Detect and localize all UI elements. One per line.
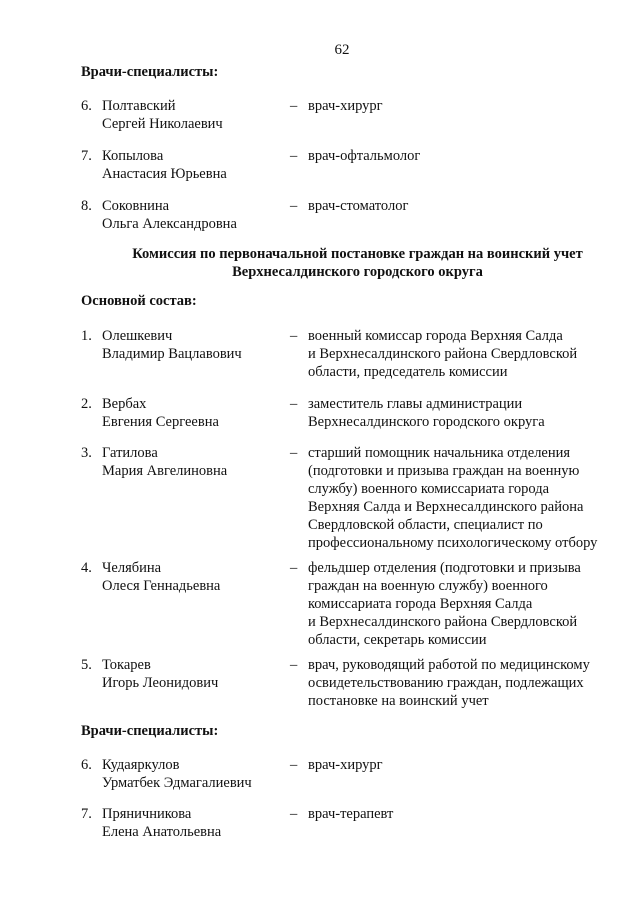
page-number: 62 bbox=[334, 42, 350, 58]
person-name: Вербах Евгения Сергеевна bbox=[102, 396, 219, 430]
item-number: 6. bbox=[81, 757, 92, 773]
dash: – bbox=[290, 806, 298, 822]
item-number: 6. bbox=[81, 98, 92, 114]
item-number: 1. bbox=[81, 328, 92, 344]
dash: – bbox=[290, 396, 298, 412]
item-number: 4. bbox=[81, 560, 92, 576]
person-name: Пряничникова Елена Анатольевна bbox=[102, 806, 222, 840]
person-role: военный комиссар города Верхняя Салда и Верхнесалдинского района Свердловской области, председатель комиссии bbox=[308, 328, 578, 380]
item-number: 8. bbox=[81, 198, 92, 214]
item-number: 5. bbox=[81, 657, 92, 673]
dash: – bbox=[290, 148, 298, 164]
person-role: врач, руководящий работой по медицинскому освидетельствованию граждан, подлежащих постановке на воинский учет bbox=[308, 657, 590, 709]
item-number: 7. bbox=[81, 806, 92, 822]
item-number: 3. bbox=[81, 445, 92, 461]
person-name: Гатилова Мария Авгелиновна bbox=[102, 445, 228, 479]
dash: – bbox=[290, 98, 298, 114]
person-role: заместитель главы администрации Верхнесалдинского городского округа bbox=[308, 396, 545, 430]
person-name: Олешкевич Владимир Вацлавович bbox=[102, 328, 242, 362]
section-heading-main-staff: Основной состав: bbox=[81, 293, 197, 309]
dash: – bbox=[290, 657, 298, 673]
person-name: Копылова Анастасия Юрьевна bbox=[102, 148, 227, 182]
person-name: Челябина Олеся Геннадьевна bbox=[102, 560, 221, 594]
person-role: фельдшер отделения (подготовки и призыва граждан на военную службу) военного комиссариата города Верхняя Салда и Верхнесалдинского района Свердловской области, секретарь комиссии bbox=[308, 560, 581, 648]
dash: – bbox=[290, 198, 298, 214]
section-heading-specialists: Врачи-специалисты: bbox=[81, 64, 219, 80]
person-role: врач-офтальмолог bbox=[308, 148, 421, 164]
commission-title: Комиссия по первоначальной постановке граждан на воинский учет Верхнесалдинского городского округа bbox=[132, 246, 583, 280]
item-number: 7. bbox=[81, 148, 92, 164]
person-role: врач-хирург bbox=[308, 98, 383, 114]
person-name: Токарев Игорь Леонидович bbox=[102, 657, 219, 691]
person-role: старший помощник начальника отделения (подготовки и призыва граждан на военную службу) военного комиссариата города Верхняя Салда и Верхнесалдинского района Свердловской области, специалист по профессиональному психологическому отбору bbox=[308, 445, 598, 551]
section-heading-specialists-2: Врачи-специалисты: bbox=[81, 723, 219, 739]
dash: – bbox=[290, 445, 298, 461]
item-number: 2. bbox=[81, 396, 92, 412]
person-role: врач-стоматолог bbox=[308, 198, 409, 214]
person-name: Соковнина Ольга Александровна bbox=[102, 198, 237, 232]
person-name: Кудаяркулов Урматбек Эдмагалиевич bbox=[102, 757, 252, 791]
person-name: Полтавский Сергей Николаевич bbox=[102, 98, 223, 132]
person-role: врач-терапевт bbox=[308, 806, 394, 822]
dash: – bbox=[290, 757, 298, 773]
dash: – bbox=[290, 560, 298, 576]
person-role: врач-хирург bbox=[308, 757, 383, 773]
dash: – bbox=[290, 328, 298, 344]
